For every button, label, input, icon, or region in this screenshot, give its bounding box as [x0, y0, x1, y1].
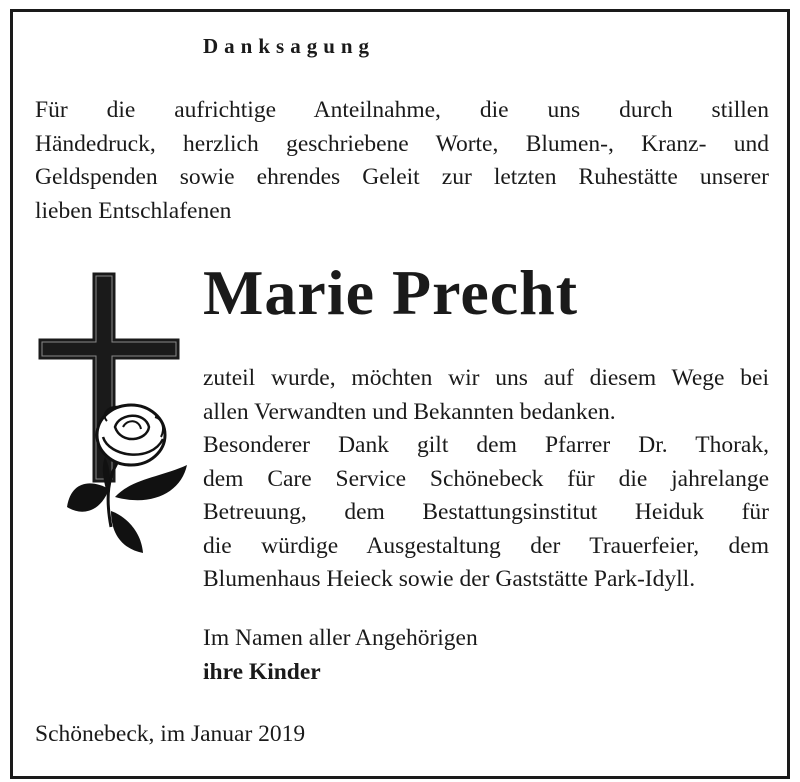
intro-paragraph	[35, 94, 769, 228]
intro-line: Geldspenden sowie ehrendes Geleit zur letzten Ruhestätte unserer	[35, 164, 769, 190]
thanks-paragraph	[203, 362, 769, 597]
thanks-line: Betreuung, dem Bestattungsinstitut Heiduk für	[203, 499, 769, 525]
thanks-line: zuteil wurde, möchten wir uns auf diesem Wege bei	[203, 365, 769, 391]
cross-rose-emblem	[31, 267, 191, 557]
thanks-line: dem Care Service Schönebeck für die jahrelange	[203, 465, 769, 492]
deceased-name: Marie Precht	[203, 257, 579, 328]
intro-line: Für die aufrichtige Anteilnahme, die uns durch stillen	[35, 97, 769, 123]
place-date: Schönebeck, im Januar 2019	[35, 721, 306, 747]
thanks-line: die würdige Ausgestaltung der Trauerfeier, dem	[203, 532, 769, 559]
notice-heading: Danksagung	[203, 34, 376, 58]
thanks-line: allen Verwandten und Bekannten bedanken.	[203, 398, 616, 425]
rose-icon	[67, 405, 187, 553]
intro-line: Händedruck, herzlich geschriebene Worte, Blumen-, Kranz- und	[35, 130, 769, 157]
signature: ihre Kinder	[203, 658, 321, 685]
obituary-notice	[10, 9, 790, 779]
closing-line: Im Namen aller Angehörigen	[203, 625, 478, 651]
intro-line: lieben Entschlafenen	[35, 197, 232, 224]
closing-block	[203, 622, 478, 689]
thanks-line: Besonderer Dank gilt dem Pfarrer Dr. Thorak,	[203, 432, 769, 458]
thanks-line: Blumenhaus Heieck sowie der Gaststätte Park-Idyll.	[203, 566, 696, 592]
